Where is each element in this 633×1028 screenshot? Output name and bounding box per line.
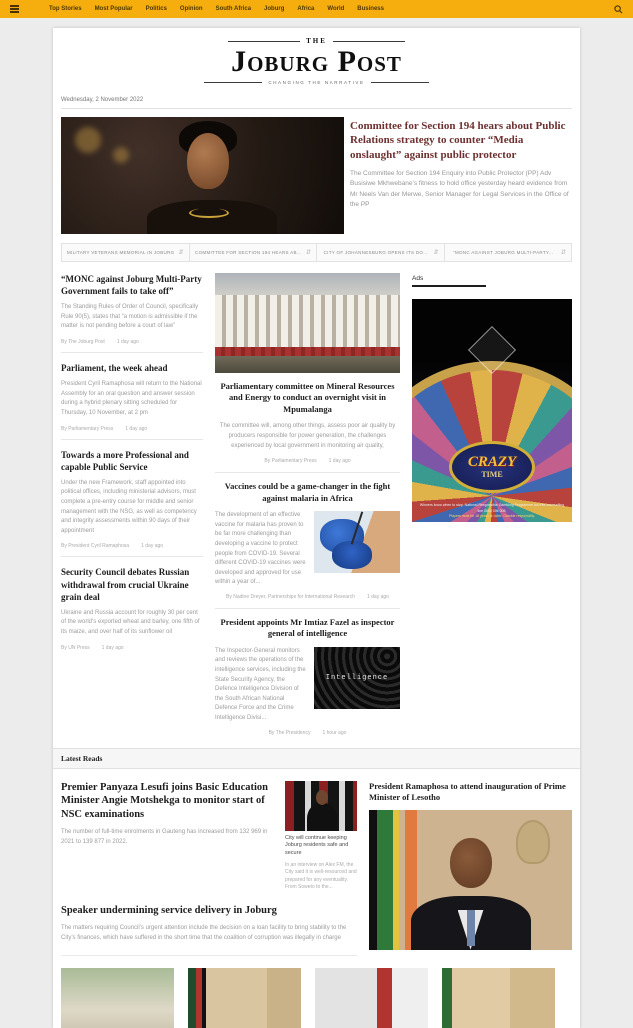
blue-glove — [332, 541, 372, 569]
intelligence-image-text: Intelligence — [325, 673, 389, 682]
article-mineral-resources — [215, 373, 400, 473]
article-excerpt: Under the new Framework, staff appointed into political offices, including ministerial advisors, must complete a pre-entry course for middle and senior management with the NSG, as well as competency and integrity assessments within 90 days of their appointment — [61, 479, 197, 534]
article-security-council — [61, 566, 203, 657]
article-title[interactable]: Parliamentary committee on Mineral Resources and Energy to conduct an overnight visit in Mpumalanga — [220, 381, 395, 414]
article-nsc-exams — [61, 781, 276, 892]
nav-item-joburg[interactable]: Joburg — [264, 6, 285, 12]
article-speaker-service-delivery — [61, 904, 357, 957]
portrait-necklace — [189, 208, 229, 218]
hero-text-block — [350, 117, 572, 234]
portrait-face — [187, 133, 229, 189]
article-excerpt: The matters requiring Council’s urgent attention include the decision on a loan facility to bring stability to the City’s finances, which have suffered in the short time that the coalition of corruption was illegally in charge — [61, 925, 347, 941]
article-meta — [61, 645, 203, 651]
article-title[interactable]: Premier Panyaza Lesufi joins Basic Education Minister Angie Motshekga to monitor start of NSC examinations — [61, 781, 268, 820]
article-excerpt: The committee will, among other things, assess poor air quality by producers responsible for power generation, the challenges experienced by local government in monitoring air quality, — [219, 423, 396, 449]
bottom-thumbnail-strip — [61, 968, 572, 1028]
wall-crest — [516, 820, 550, 864]
bottom-thumbnail-4[interactable] — [442, 968, 555, 1028]
ad-disclaimer-line-2: Players must be 18 years or older. Gamble responsibly. — [449, 513, 535, 518]
bottom-thumbnail-3[interactable] — [315, 968, 428, 1028]
article-parliament-week — [61, 362, 203, 440]
parliament-building-image[interactable] — [215, 273, 400, 373]
hero-headline[interactable]: Committee for Section 194 hears about Public Relations strategy to counter “Media onslaught” against public protector — [350, 120, 566, 161]
latest-reads-header: Latest Reads — [53, 748, 580, 769]
side-article-title[interactable]: City will continue keeping Joburg residents safe and secure — [285, 834, 349, 856]
vaccine-injection-image[interactable] — [314, 511, 400, 573]
article-excerpt: The development of an effective vaccine for malaria has proven to be far more challenging than developing a vaccine to protect people from COVID-19. Several different COVID-19 vaccines were developed and approved for use within a year of... — [215, 512, 306, 586]
latest-reads-left — [61, 781, 357, 957]
tv-interview-thumbnail[interactable] — [285, 781, 357, 831]
article-title[interactable]: “MONC against Joburg Multi-Party Government fails to take off” — [61, 274, 202, 297]
carousel-tab-3[interactable] — [317, 244, 445, 261]
article-meta — [215, 730, 400, 736]
article-timestamp: 1 hour ago — [322, 729, 347, 736]
building-base — [215, 356, 400, 373]
ramaphosa-flag-image[interactable] — [369, 810, 572, 950]
ads-column — [412, 273, 572, 744]
article-title[interactable]: Security Council debates Russian withdrawal from crucial Ukraine grain deal — [61, 567, 190, 602]
left-column — [61, 273, 203, 744]
wheel-hub-logo — [449, 441, 535, 493]
article-excerpt: The Inspector-General monitors and reviews the operations of the intelligence services, including the State Security Agency, the Defence Intelligence Division of the South African National Defence Force and the Crime Intelligence Divisi... — [215, 647, 306, 721]
carousel-arrows-icon[interactable]: ⇵ — [305, 250, 311, 256]
flag-stripe-gold — [393, 810, 399, 950]
article-byline[interactable]: By The Joburg Post — [61, 339, 105, 346]
building-pediment — [215, 273, 400, 295]
nav-item-top-stories[interactable]: Top Stories — [49, 6, 82, 12]
article-excerpt: The number of full-time enrolments in Gauteng has increased from 132 969 in 2021 to 139 877 in 2022. — [61, 829, 268, 846]
nav-item-opinion[interactable]: Opinion — [179, 6, 203, 12]
article-meta — [215, 594, 400, 600]
side-article-excerpt: In an interview on Alex FM, the City said it is well-resourced and prepared for any eventuality. From Soweto to the... — [285, 861, 357, 891]
article-inspector-general — [215, 609, 400, 744]
article-timestamp: 1 day ago — [366, 593, 389, 600]
article-meta — [215, 458, 400, 464]
flag-stripe-green — [377, 810, 393, 950]
main-nav — [49, 6, 384, 12]
hero-section — [61, 117, 572, 234]
nav-item-politics[interactable]: Politics — [145, 6, 167, 12]
article-title[interactable]: Parliament, the week ahead — [61, 363, 168, 374]
article-excerpt: President Cyril Ramaphosa will return to the National Assembly for an oral question and answer session during a hybrid plenary sitting scheduled for Thursday, 10 November, at 2 pm — [61, 381, 202, 416]
hero-article-image[interactable] — [61, 117, 344, 234]
latest-reads-section — [61, 781, 572, 957]
nav-item-most-popular[interactable]: Most Popular — [94, 6, 133, 12]
ad-disclaimer-line-1: Winners know when to stop. National Responsible Gambling Programme toll-free counselling line 0800 006 008. — [419, 503, 565, 513]
article-meta — [61, 339, 203, 345]
article-byline[interactable]: By The Presidency — [268, 729, 311, 736]
article-title[interactable]: Vaccines could be a game-changer in the fight against malaria in Africa — [224, 481, 391, 503]
article-timestamp: 1 day ago — [101, 644, 124, 651]
article-title[interactable]: Speaker undermining service delivery in Joburg — [61, 904, 277, 916]
top-navigation-bar — [0, 0, 633, 18]
article-meta — [61, 543, 203, 549]
hero-excerpt: The Committee for Section 194 Enquiry into Public Protector (PP) Adv Busisiwe Mkhwebane’s fitness to hold office yesterday heard evidence from Mr Neels Van der Merwe, Senior Manager for Legal Services in the Office of the PP — [350, 169, 569, 209]
search-icon[interactable] — [614, 5, 623, 14]
article-excerpt: The Standing Rules of Order of Council, specifically Rule 90(5), states that “a motion is admissible if the matter is not pending before a court of law” — [61, 304, 199, 330]
article-timestamp: 1 day ago — [125, 425, 148, 432]
nav-item-world[interactable]: World — [327, 6, 345, 12]
president-head — [450, 838, 492, 888]
carousel-tab-1[interactable] — [62, 244, 190, 261]
article-malaria-vaccines — [215, 473, 400, 609]
article-byline[interactable]: By Nadine Dreyer, Partnerships for International Research — [226, 593, 355, 600]
article-byline[interactable]: By Parliamentary Press — [61, 425, 114, 432]
interview-person — [307, 803, 337, 831]
decorative-line — [228, 41, 300, 42]
carousel-tab-4[interactable] — [445, 244, 572, 261]
building-columns — [215, 295, 400, 347]
latest-reads-row-1 — [61, 781, 357, 892]
article-public-service — [61, 449, 203, 558]
carousel-arrows-icon[interactable]: ⇵ — [433, 250, 439, 256]
ad-brand-text: CRAZY — [467, 453, 517, 470]
carousel-tab-label: MILITARY VETERANS MEMORIAL IN JOBURG — [67, 250, 175, 255]
site-logo-title[interactable]: Joburg Post — [231, 45, 402, 78]
article-body-row — [215, 511, 400, 588]
ads-underline — [412, 285, 486, 287]
article-timestamp: 1 day ago — [328, 458, 351, 465]
ad-brand-text-2: TIME — [481, 469, 503, 479]
article-byline[interactable]: By UN Press — [61, 644, 90, 651]
decorative-line — [333, 41, 405, 42]
latest-reads-side-item — [285, 781, 357, 892]
main-content-grid — [61, 273, 572, 744]
masthead-kicker-row — [61, 37, 572, 45]
casino-ad-banner[interactable] — [412, 299, 572, 522]
page-card — [53, 28, 580, 1028]
article-monc — [61, 273, 203, 353]
nav-item-south-africa[interactable]: South Africa — [215, 6, 252, 12]
ads-section-label: Ads — [412, 275, 424, 282]
nav-item-africa[interactable]: Africa — [297, 6, 315, 12]
carousel-tab-label: “MONC AGAINST JOBURG MULTI-PARTY... — [453, 250, 554, 255]
current-date: Wednesday, 2 November 2022 — [61, 90, 572, 109]
bottom-thumbnail-2[interactable] — [188, 968, 301, 1028]
flag-stripe-black — [369, 810, 377, 950]
carousel-tab-label: COMMITTEE FOR SECTION 194 HEARS AB... — [195, 250, 302, 255]
building-flowerbed — [215, 347, 400, 356]
article-title[interactable]: Towards a more Professional and capable Public Service — [61, 449, 189, 472]
bokeh-light — [113, 147, 129, 163]
article-byline[interactable]: By President Cyril Ramaphosa — [61, 543, 130, 550]
middle-column — [215, 273, 400, 744]
carousel-tab-label: CITY OF JOHANNESBURG OPENS ITS DO... — [323, 250, 428, 255]
bottom-thumbnail-1[interactable] — [61, 968, 174, 1028]
decorative-line — [371, 82, 429, 83]
nav-item-business[interactable]: Business — [357, 6, 384, 12]
bokeh-light — [75, 127, 101, 153]
article-timestamp: 1 day ago — [141, 543, 164, 550]
president-tie — [467, 910, 475, 946]
article-timestamp: 1 day ago — [116, 339, 139, 346]
article-meta — [61, 426, 203, 432]
ad-disclaimer — [417, 503, 567, 519]
article-title[interactable]: President appoints Mr Imtiaz Fazel as inspector general of intelligence — [220, 616, 395, 639]
carousel-tab-2[interactable] — [190, 244, 318, 261]
article-title[interactable]: President Ramaphosa to attend inauguration of Prime Minister of Lesotho — [369, 780, 566, 802]
article-excerpt: Ukraine and Russia account for roughly 30 per cent of the world’s exported wheat and barley, one fifth of its maize, and over half of its sunflower oil — [61, 609, 200, 636]
headline-carousel-tabs — [61, 243, 572, 262]
article-body-row — [215, 647, 400, 724]
carousel-arrows-icon[interactable]: ⇵ — [178, 250, 184, 256]
masthead-tagline-row — [61, 80, 572, 85]
carousel-arrows-icon[interactable]: ⇵ — [560, 250, 566, 256]
hamburger-menu-icon[interactable] — [10, 5, 19, 13]
masthead — [61, 28, 572, 85]
latest-reads-right — [369, 781, 572, 957]
decorative-line — [204, 82, 262, 83]
site-tagline: CHANGING THE NARRATIVE — [268, 80, 365, 85]
masthead-kicker: THE — [306, 37, 327, 45]
article-byline[interactable]: By Parliamentary Press — [264, 458, 317, 465]
intelligence-image[interactable] — [314, 647, 400, 709]
interview-person-face — [316, 790, 328, 805]
